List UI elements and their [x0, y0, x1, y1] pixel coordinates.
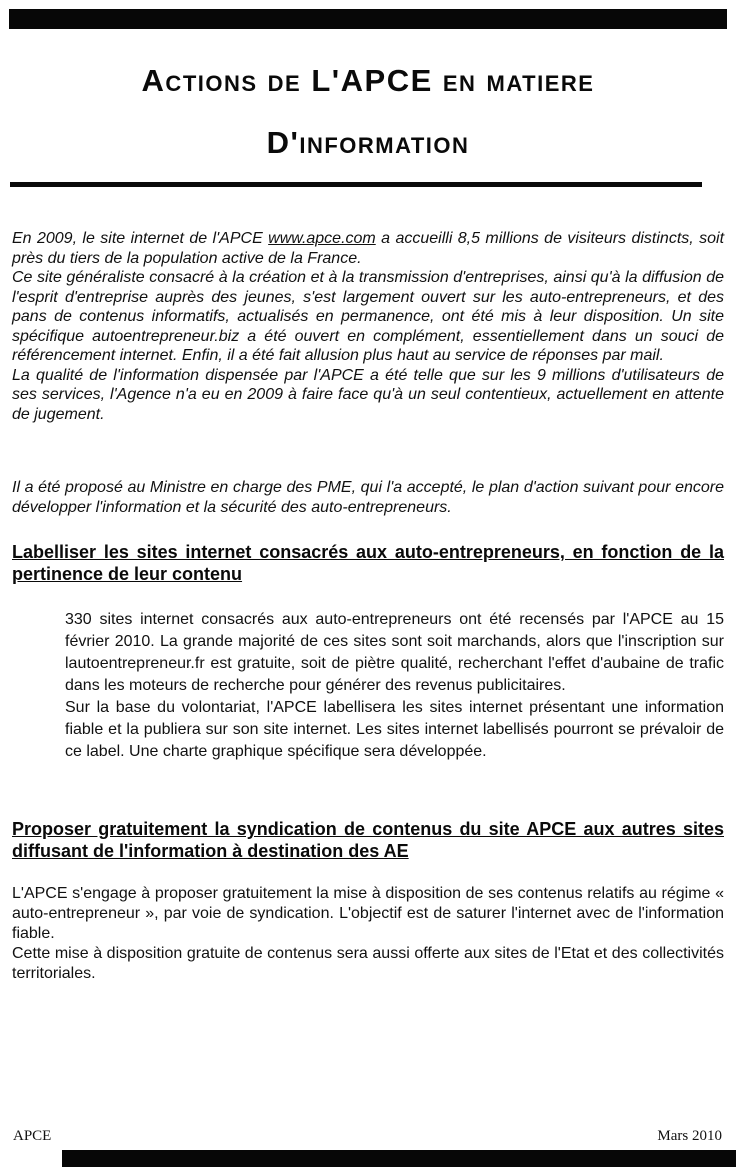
proposal-text: Il a été proposé au Ministre en charge des PME, qui l'a accepté, le plan d'action suivant pour encore développer l'information et la sécurité des auto-entrepreneurs.: [12, 479, 724, 516]
proposal-paragraph: [12, 478, 724, 517]
syndication-paragraph-2: Cette mise à disposition gratuite de contenus sera aussi offerte aux sites de l'Etat et des collectivités territoriales.: [12, 945, 724, 982]
labellisation-paragraph-2: Sur la base du volontariat, l'APCE labellisera les sites internet présentant une information fiable et la publiera sur son site internet. Les sites internet labellisés pourront se prévaloir de ce label. Une charte graphique spécifique sera développée.: [65, 699, 724, 760]
intro-paragraph-visitors: [12, 229, 724, 268]
document-title-line-2: D'information: [266, 125, 470, 160]
intro-paragraph-quality: La qualité de l'information dispensée par l'APCE a été telle que sur les 9 millions d'utilisateurs de ses services, l'Agence n'a eu en 2009 à faire face qu'à un seul contentieux, actuellement en attente de jugement.: [12, 366, 724, 423]
title-divider-rule: [10, 182, 702, 187]
intro-paragraph-site-description: Ce site généraliste consacré à la création et à la transmission d'entreprises, ainsi qu'à la diffusion de l'esprit d'entreprise auprès des jeunes, s'est largement ouvert sur les auto-entrepreneurs, et des pans de contenus informatifs, actualisés en permanence, ont été mis à leur disposition. Un site spécifique autoentrepreneur.biz a été ouvert en complément, essentiellement dans un souci de référencement internet. Enfin, il a été fait allusion plus haut au service de réponses par mail.: [12, 269, 724, 364]
intro-text-after-link: a accueilli 8,5 millions de visiteurs distincts, soit près du tiers de la population active de la France.: [12, 230, 725, 267]
section-heading-labellisation: Labelliser les sites internet consacrés aux auto-entrepreneurs, en fonction de la pertinence de leur contenu: [12, 542, 724, 584]
intro-section: [12, 229, 724, 424]
scan-artifact-bottom-bar: [62, 1150, 736, 1167]
document-title: [0, 50, 736, 174]
syndication-paragraph-1: L'APCE s'engage à proposer gratuitement la mise à disposition de ses contenus relatifs au régime « auto-entrepreneur », par voie de syndication. L'objectif est de saturer l'internet avec de l'information fiable.: [12, 885, 724, 942]
syndication-section-body: [12, 884, 724, 984]
footer: [13, 1128, 722, 1145]
footer-organization: APCE: [13, 1128, 52, 1144]
intro-text-before-link: En 2009, le site internet de l'APCE: [12, 230, 269, 247]
apce-website-link[interactable]: www.apce.com: [268, 230, 376, 247]
document-title-line-1: Actions de L'APCE en matiere: [141, 63, 595, 98]
labellisation-paragraph-1: 330 sites internet consacrés aux auto-entrepreneurs ont été recensés par l'APCE au 15 février 2010. La grande majorité de ces sites sont soit marchands, alors que l'inscription sur lautoentrepreneur.fr est gratuite, soit de piètre qualité, recherchant l'effet d'aubaine de trafic dans les moteurs de recherche pour générer des revenus publicitaires.: [65, 611, 724, 694]
section-heading-syndication: Proposer gratuitement la syndication de contenus du site APCE aux autres sites diffusant de l'information à destination des AE: [12, 819, 724, 861]
footer-date: Mars 2010: [657, 1128, 722, 1144]
labellisation-section-body: [65, 609, 724, 763]
scan-artifact-top-bar: [9, 9, 727, 29]
